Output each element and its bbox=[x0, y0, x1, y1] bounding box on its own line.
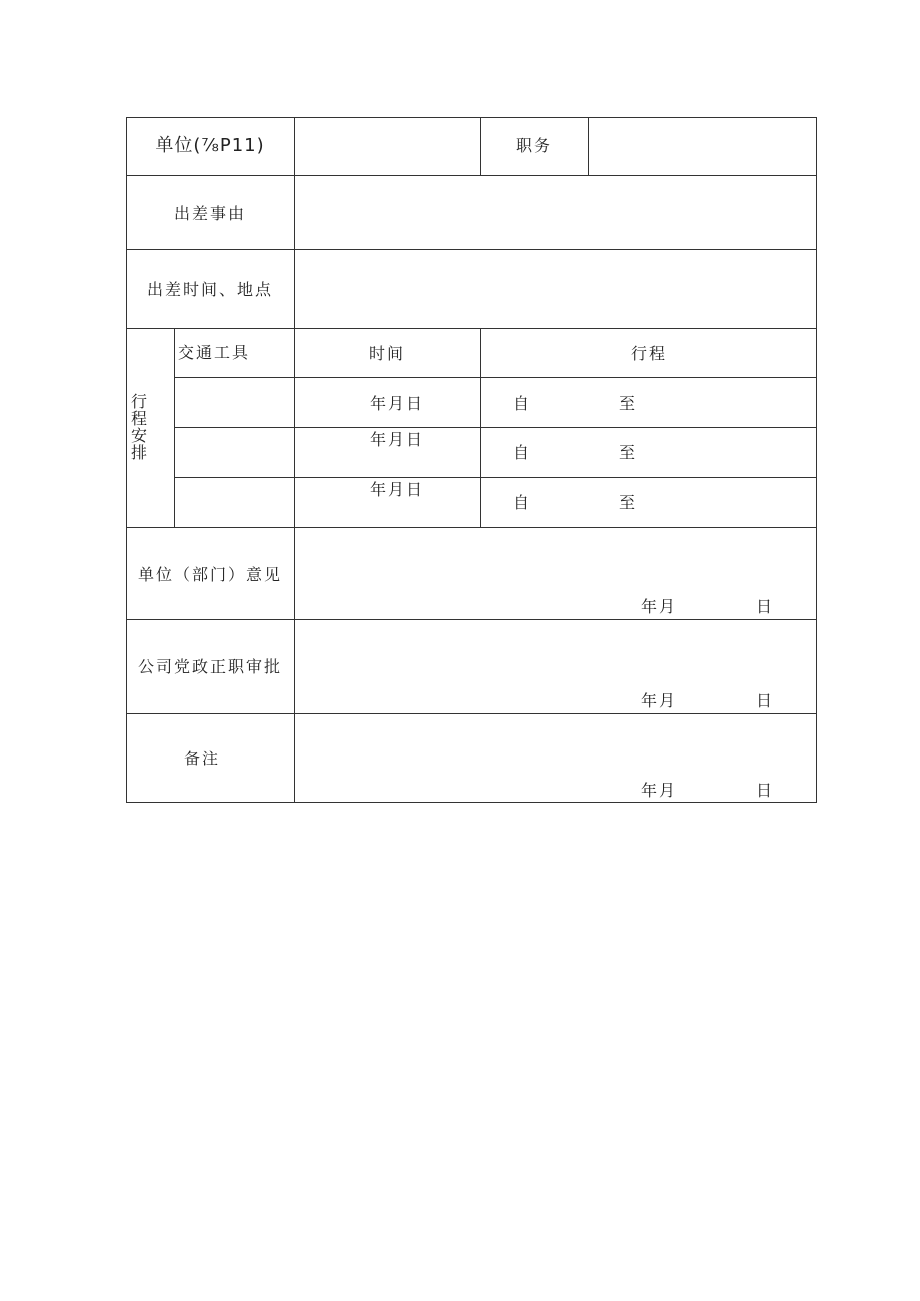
unit-field[interactable] bbox=[295, 118, 480, 175]
itinerary-section-label: 行程安排 bbox=[131, 392, 148, 462]
from-label: 自 bbox=[513, 443, 532, 462]
position-field[interactable] bbox=[589, 118, 816, 175]
position-label: 职务 bbox=[515, 136, 553, 155]
year-month-text: 年月 bbox=[641, 691, 678, 710]
border bbox=[126, 802, 817, 803]
transport-header: 交通工具 bbox=[178, 343, 251, 362]
day-text: 日 bbox=[756, 781, 775, 800]
to-label: 至 bbox=[619, 493, 638, 512]
route-header: 行程 bbox=[630, 344, 668, 363]
border bbox=[126, 328, 817, 329]
border bbox=[126, 117, 127, 803]
date-text: 年月日 bbox=[369, 480, 425, 499]
border bbox=[480, 328, 481, 527]
time-place-field[interactable] bbox=[295, 250, 816, 328]
transport-field[interactable] bbox=[175, 478, 294, 527]
unit-label: 单位(⅞P11) bbox=[155, 135, 265, 156]
time-place-label: 出差时间、地点 bbox=[146, 280, 274, 299]
to-label: 至 bbox=[619, 394, 638, 413]
time-header: 时间 bbox=[368, 344, 406, 363]
dept-opinion-label: 单位（部门）意见 bbox=[137, 565, 283, 584]
reason-field[interactable] bbox=[295, 176, 816, 249]
day-text: 日 bbox=[756, 691, 775, 710]
year-month-text: 年月 bbox=[641, 597, 678, 616]
border bbox=[480, 117, 481, 175]
year-month-text: 年月 bbox=[641, 781, 678, 800]
border bbox=[816, 117, 817, 803]
reason-label: 出差事由 bbox=[173, 204, 247, 223]
from-label: 自 bbox=[513, 493, 532, 512]
to-label: 至 bbox=[619, 443, 638, 462]
transport-field[interactable] bbox=[175, 428, 294, 477]
remarks-field[interactable] bbox=[295, 714, 816, 802]
approval-field[interactable] bbox=[295, 620, 816, 713]
approval-label: 公司党政正职审批 bbox=[137, 657, 283, 676]
date-text: 年月日 bbox=[369, 394, 425, 413]
date-text: 年月日 bbox=[369, 430, 425, 449]
from-label: 自 bbox=[513, 394, 532, 413]
remarks-label: 备注 bbox=[183, 749, 221, 768]
day-text: 日 bbox=[756, 597, 775, 616]
dept-opinion-field[interactable] bbox=[295, 528, 816, 619]
business-trip-form bbox=[126, 117, 817, 803]
transport-field[interactable] bbox=[175, 378, 294, 427]
